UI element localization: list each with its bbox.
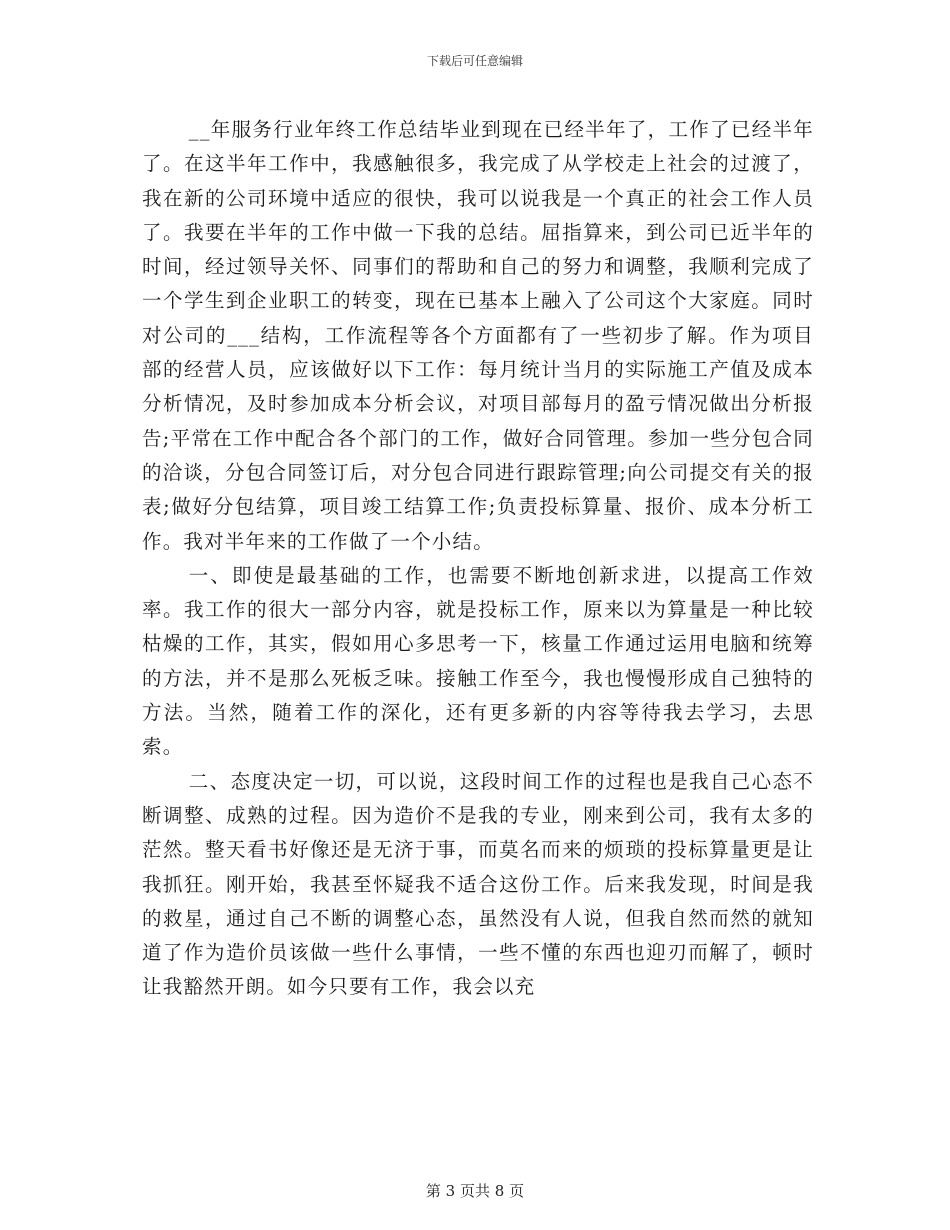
page-header: 下载后可任意编辑 — [426, 54, 523, 68]
paragraph-intro: __年服务行业年终工作总结毕业到现在已经半年了，工作了已经半年了。在这半年工作中，我感触很多，我完成了从学校走上社会的过渡了，我在新的公司环境中适应的很快，我可以说我是一个真正的社会工作人员了。我要在半年的工作中做一下我的总结。屈指算来，到公司已近半年的时间，经过领导关怀、同事们的帮助和自己的努力和调整，我顺利完成了一个学生到企业职工的转变，现在已基本上融入了公司这个大家庭。同时对公司的___结构，工作流程等各个方面都有了一些初步了解。作为项目部的经营人员，应该做好以下工作：每月统计当月的实际施工产值及成本分析情况，及时参加成本分析会议，对项目部每月的盈亏情况做出分析报告;平常在工作中配合各个部门的工作，做好合同管理。参加一些分包合同的洽谈，分包合同签订后，对分包合同进行跟踪管理;向公司提交有关的报表;做好分包结算，项目竣工结算工作;负责投标算量、报价、成本分析工作。我对半年来的工作做了一个小结。 — [142, 118, 814, 553]
document-body — [142, 113, 814, 1005]
page-number: 第 3 页共 8 页 — [425, 1182, 525, 1200]
paragraph-section-two: 二、态度决定一切，可以说，这段时间工作的过程也是我自己心态不断调整、成熟的过程。因为造价不是我的专业，刚来到公司，我有太多的茫然。整天看书好像还是无济于事，而莫名而来的烦琐的投标算量更是让我抓狂。刚开始，我甚至怀疑我不适合这份工作。后来我发现，时间是我的救星，通过自己不断的调整心态，虽然没有人说，但我自然而然的就知道了作为造价员该做一些什么事情，一些不懂的东西也迎刃而解了，顿时让我豁然开朗。如今只要有工作，我会以充 — [142, 769, 814, 999]
paragraph-section-one: 一、即使是最基础的工作，也需要不断地创新求进，以提高工作效率。我工作的很大一部分内容，就是投标工作，原来以为算量是一种比较枯燥的工作，其实，假如用心多思考一下，核量工作通过运用电脑和统筹的方法，并不是那么死板乏味。接触工作至今，我也慢慢形成自己独特的方法。当然，随着工作的深化，还有更多新的内容等待我去学习，去思索。 — [142, 563, 814, 759]
